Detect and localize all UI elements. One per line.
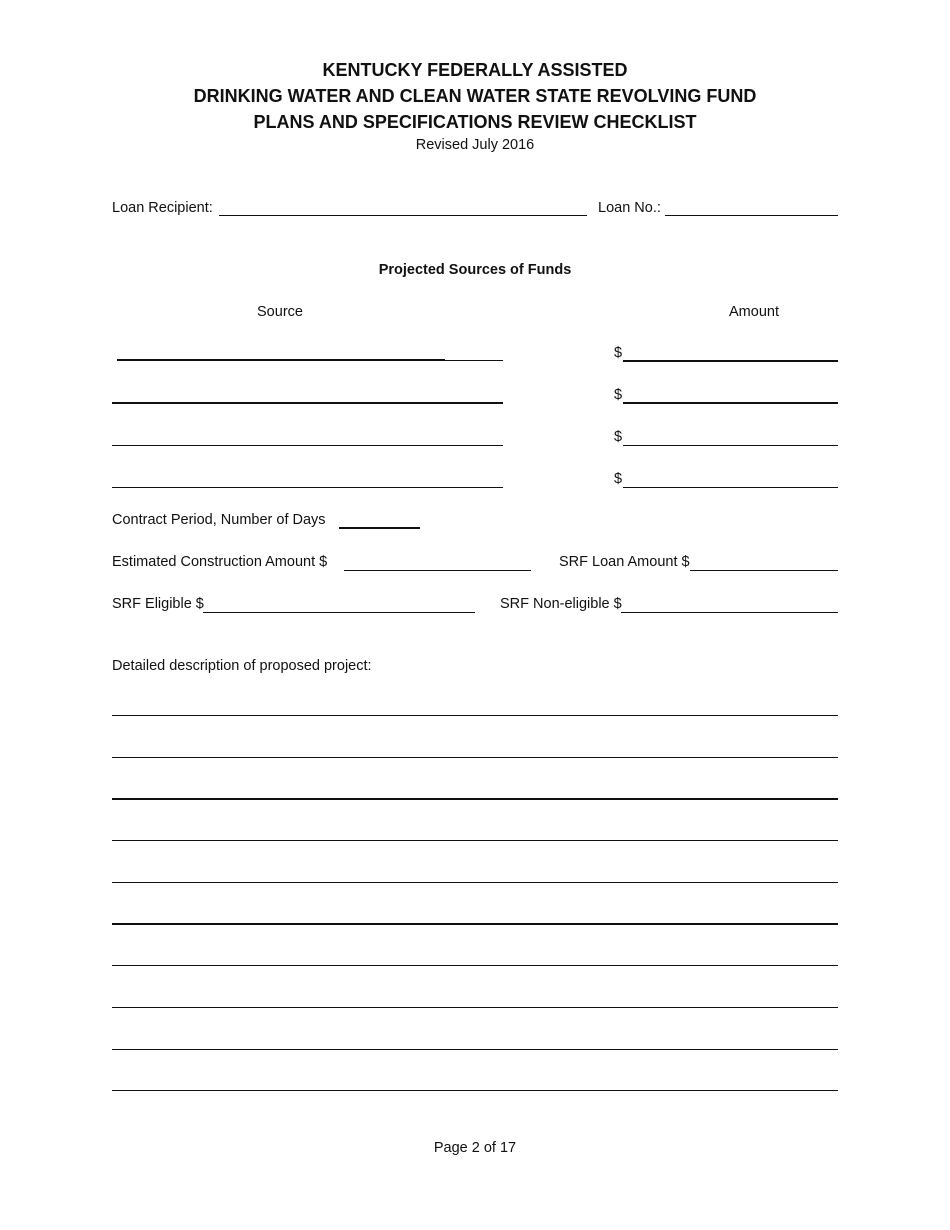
srf-eligible-label: SRF Eligible $ xyxy=(112,596,204,612)
srf-noneligible-label: SRF Non-eligible $ xyxy=(500,596,622,612)
source-column-header: Source xyxy=(257,304,303,320)
amount-field-2[interactable] xyxy=(623,402,838,404)
amount-field-4[interactable] xyxy=(623,487,838,488)
sources-heading: Projected Sources of Funds xyxy=(378,262,572,278)
page-number: Page 2 of 17 xyxy=(433,1140,517,1156)
amount-field-1[interactable] xyxy=(623,360,838,362)
description-line-10[interactable] xyxy=(112,1090,838,1091)
description-line-2[interactable] xyxy=(112,757,838,758)
description-line-7[interactable] xyxy=(112,965,838,966)
srf-loan-label: SRF Loan Amount $ xyxy=(559,554,690,570)
loan-recipient-field[interactable] xyxy=(219,215,587,216)
loan-no-label: Loan No.: xyxy=(598,200,661,216)
source-field-2[interactable] xyxy=(112,402,503,404)
contract-period-label: Contract Period, Number of Days xyxy=(112,512,326,528)
doc-title-line-1: KENTUCKY FEDERALLY ASSISTED xyxy=(322,60,628,80)
amount-column-header: Amount xyxy=(729,304,779,320)
est-construction-field[interactable] xyxy=(344,570,531,571)
srf-eligible-field[interactable] xyxy=(203,612,475,613)
srf-noneligible-field[interactable] xyxy=(621,612,838,613)
dollar-sign: $ xyxy=(614,345,623,361)
description-line-1[interactable] xyxy=(112,715,838,716)
source-field-3[interactable] xyxy=(112,445,503,446)
est-construction-label: Estimated Construction Amount $ xyxy=(112,554,328,570)
description-line-9[interactable] xyxy=(112,1049,838,1050)
description-line-6[interactable] xyxy=(112,923,838,925)
dollar-sign: $ xyxy=(614,471,623,487)
revised-date: Revised July 2016 xyxy=(415,137,535,153)
doc-title-line-2: DRINKING WATER AND CLEAN WATER STATE REVOLVING FUND xyxy=(193,86,757,106)
source-field-1[interactable] xyxy=(117,359,445,361)
source-field-1-tail xyxy=(445,360,503,361)
description-label: Detailed description of proposed project: xyxy=(112,658,372,674)
source-field-4[interactable] xyxy=(112,487,503,488)
dollar-sign: $ xyxy=(614,387,623,403)
srf-loan-field[interactable] xyxy=(690,570,838,571)
description-line-5[interactable] xyxy=(112,882,838,883)
description-line-8[interactable] xyxy=(112,1007,838,1008)
description-line-3[interactable] xyxy=(112,798,838,800)
description-line-4[interactable] xyxy=(112,840,838,841)
contract-period-field[interactable] xyxy=(339,527,420,529)
loan-recipient-label: Loan Recipient: xyxy=(112,200,213,216)
amount-field-3[interactable] xyxy=(623,445,838,446)
dollar-sign: $ xyxy=(614,429,623,445)
doc-title-line-3: PLANS AND SPECIFICATIONS REVIEW CHECKLIST xyxy=(253,112,697,132)
loan-no-field[interactable] xyxy=(665,215,838,216)
